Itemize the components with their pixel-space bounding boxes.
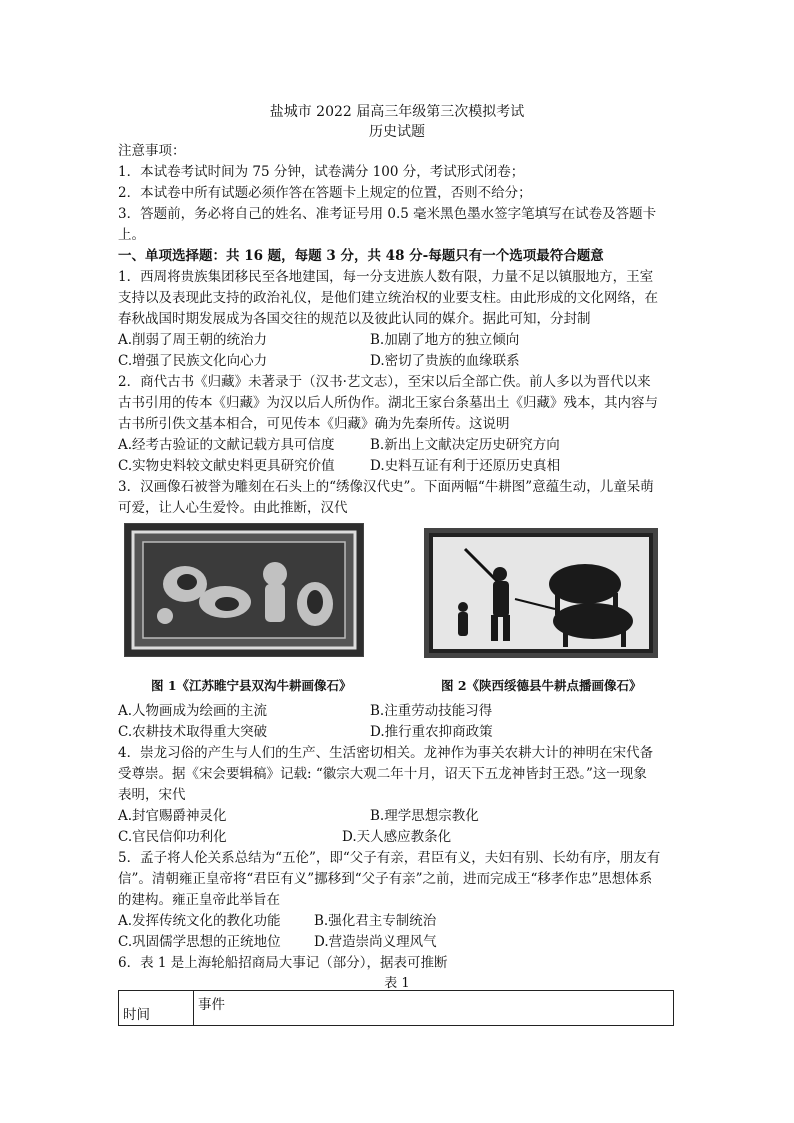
notice-item: 1．本试卷考试时间为 75 分钟，试卷满分 100 分，考试形式闭卷； [118,164,525,180]
question-2-text: 2．商代古书《归藏》未著录于（汉书·艺文志），至宋以后全部亡佚。前人多以为晋代以来 [118,374,651,390]
table-caption: 表 1 [384,976,410,991]
question-5-option-b: B.强化君主专制统治 [314,913,437,929]
question-1-option-c: C.增强了民族文化向心力 [118,353,268,369]
question-1-text: 支持以及表现此支持的政治礼仪，是他们建立统治权的业要支柱。由此形成的文化网络，在 [118,290,658,306]
question-4-text: 受尊崇。据《宋会要辑稿》记载: “徽宗大观二年十月，诏天下五龙神皆封王恐。”这一现象 [118,766,647,782]
question-2-option-b: B.新出上文献决定历史研究方向 [370,437,560,453]
question-5-option-d: D.营造崇尚义理风气 [314,934,437,950]
relief-image-1 [125,524,363,656]
question-3-option-a: A.人物画成为绘画的主流 [118,703,268,719]
question-4-text: 表明，宋代 [118,787,186,803]
question-1-text: 1．西周将贵族集团移民至各地建国，每一分支进族人数有限，力量不足以镇服地方，王室 [118,269,654,285]
table-header-time: 时间 [119,991,194,1026]
section-heading: 一、单项选择题：共 16 题，每题 3 分，共 48 分-每题只有一个选项最符合题意 [118,248,604,264]
notice-heading: 注意事项： [118,143,186,159]
figure-2-caption: 图 2《陕西绥德县牛耕点播画像石》 [441,678,642,693]
question-4-option-a: A.封官赐爵神灵化 [118,808,227,824]
notice-item: 上。 [118,227,145,243]
events-table [118,990,674,1026]
figure-1-caption: 图 1《江苏睢宁县双沟牛耕画像石》 [151,678,352,693]
exam-subtitle: 历史试题 [369,124,425,140]
question-4-option-b: B.理学思想宗教化 [370,808,479,824]
question-3-option-d: D.推行重农抑商政策 [370,724,493,740]
question-3-text: 可爱，让人心生爱怜。由此推断，汉代 [118,500,348,516]
question-5-option-a: A.发挥传统文化的教化功能 [118,913,281,929]
question-2-text: 古书引用的传本《归藏》为汉以后人所伪作。湖北王家台条墓出土《归藏》残本，其内容与 [118,395,658,411]
exam-title: 盐城市 2022 届高三年级第三次模拟考试 [269,104,525,120]
question-5-text: 信”。清朝雍正皇帝将“君臣有义”挪移到“父子有亲”之前，进而完成王“移孝作忠”思想体系 [118,871,653,887]
question-2-option-d: D.史料互证有利于还原历史真相 [370,458,561,474]
question-2-text: 古书所引佚文基本相合，可见传本《归藏》确为先秦所传。这说明 [118,416,510,432]
question-5-text: 的建构。雍正皇帝此举旨在 [118,892,280,908]
question-1-option-d: D.密切了贵族的血缘联系 [370,353,520,369]
question-3-option-c: C.农耕技术取得重大突破 [118,724,268,740]
question-5-text: 5．孟子将人伦关系总结为“五伦”，即“父子有亲，君臣有义，夫妇有别、长幼有序，朋友有 [118,850,661,866]
question-4-option-d: D.天人感应教条化 [342,829,452,845]
table-header-event: 事件 [194,991,674,1026]
question-4-text: 4．崇龙习俗的产生与人们的生产、生活密切相关。龙神作为事关农耕大计的神明在宋代备 [118,745,654,761]
figure-2-stone-relief [424,528,658,658]
question-4-option-c: C.官民信仰功利化 [118,829,227,845]
question-1-option-a: A.削弱了周王朝的统治力 [118,332,268,348]
figure-1-stone-relief [124,523,364,657]
question-6-text: 6．表 1 是上海轮船招商局大事记（部分），据表可推断 [118,955,448,971]
question-3-text: 3．汉画像石被誉为雕刻在石头上的“绣像汉代史”。下面两幅“牛耕图”意蕴生动，儿童呆萌 [118,479,654,495]
question-5-option-c: C.巩固儒学思想的正统地位 [118,934,281,950]
question-1-text: 春秋战国时期发展成为各国交往的规范以及彼此认同的媒介。据此可知，分封制 [118,311,591,327]
question-1-option-b: B.加剧了地方的独立倾向 [370,332,520,348]
question-3-option-b: B.注重劳动技能习得 [370,703,493,719]
question-2-option-c: C.实物史料较文献史料更具研究价值 [118,458,335,474]
relief-image-2 [425,529,657,657]
notice-item: 3．答题前，务必将自己的姓名、准考证号用 0.5 毫米黑色墨水签字笔填写在试卷及答题卡 [118,206,657,222]
table-header-row [119,991,674,1026]
question-2-option-a: A.经考古验证的文献记载方具可信度 [118,437,335,453]
notice-item: 2．本试卷中所有试题必须作答在答题卡上规定的位置，否则不给分； [118,185,532,201]
